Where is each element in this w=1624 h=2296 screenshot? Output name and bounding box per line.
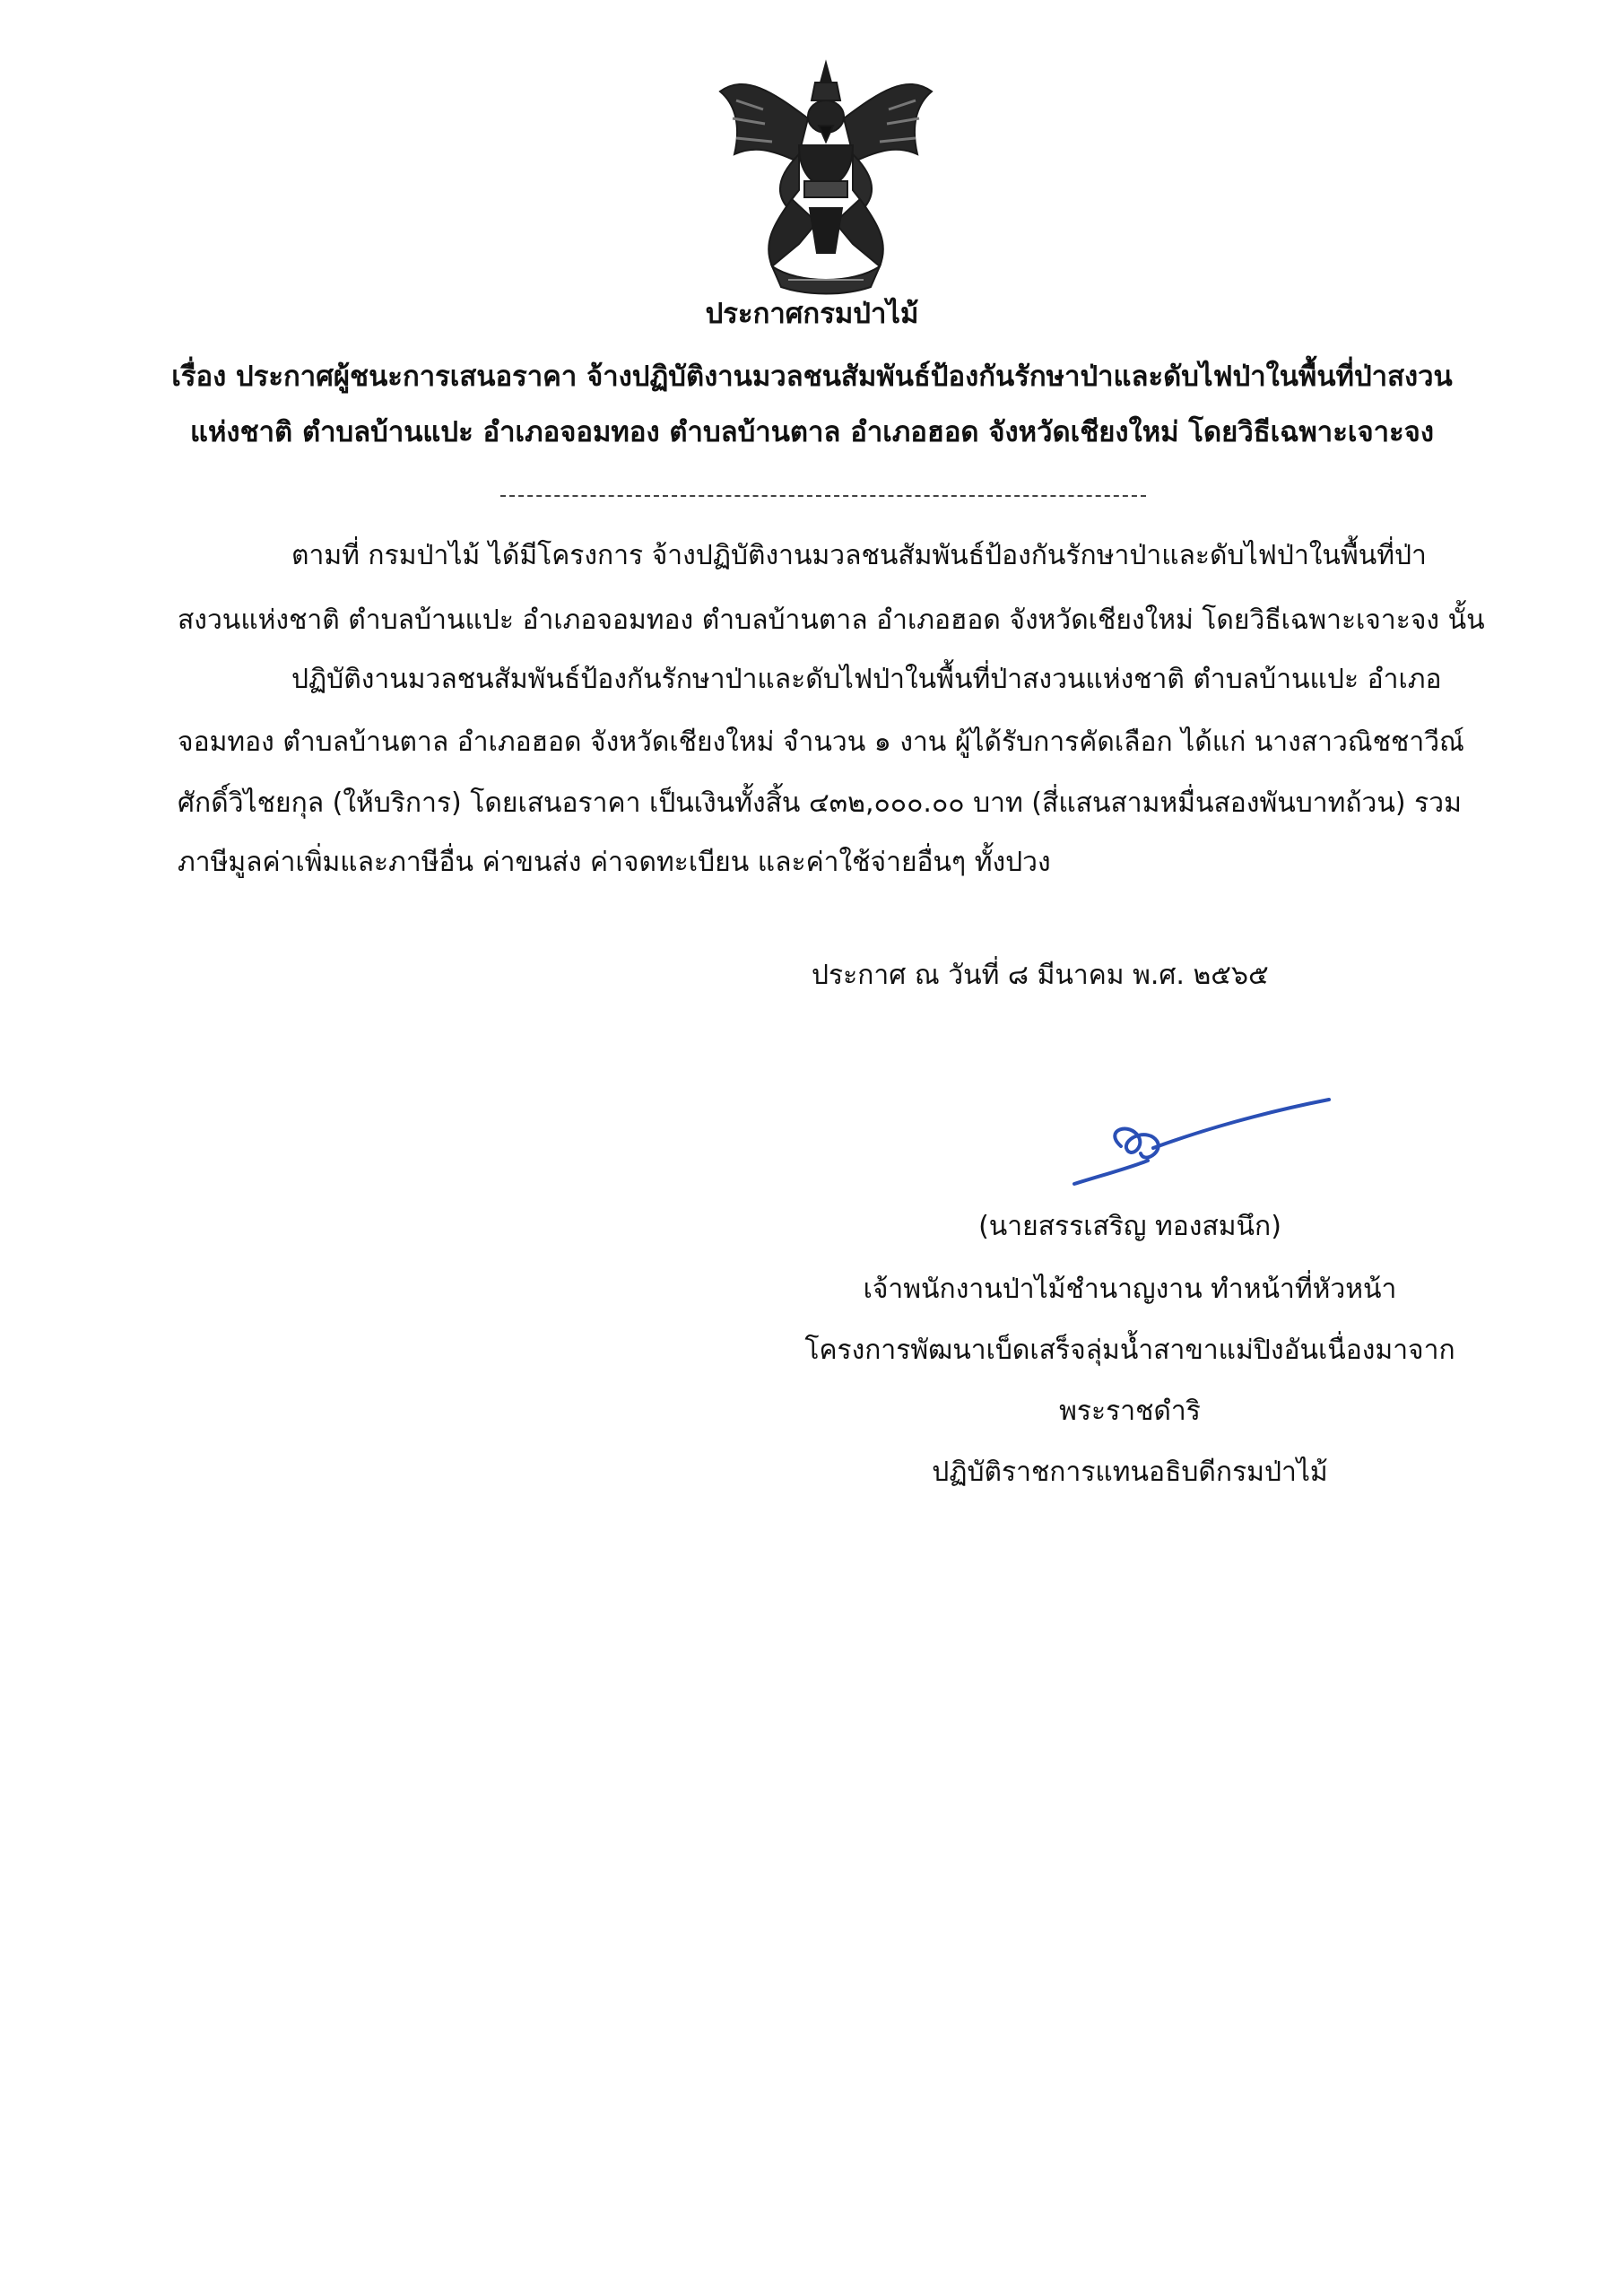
paragraph-2-line-4: ภาษีมูลค่าเพิ่มและภาษีอื่น ค่าขนส่ง ค่าจดทะเบียน และค่าใช้จ่ายอื่นๆ ทั้งปวง: [178, 847, 1051, 878]
signatory-name: (นายสรรเสริญ ทองสมนึก): [978, 1211, 1281, 1242]
handwritten-signature: [1067, 1094, 1336, 1193]
garuda-emblem-icon: [708, 56, 943, 298]
paragraph-1-line-1: ตามที่ กรมป่าไม้ ได้มีโครงการ จ้างปฏิบัติงานมวลชนสัมพันธ์ป้องกันรักษาป่าและดับไฟป่าในพื้นที่ป่า: [291, 540, 1427, 571]
subject-line-1: เรื่อง ประกาศผู้ชนะการเสนอราคา จ้างปฏิบัติงานมวลชนสัมพันธ์ป้องกันรักษาป่าและดับไฟป่าในพื้นที่ป่าสงวน: [171, 361, 1453, 393]
divider-line: [500, 495, 1146, 497]
signatory-position-line-3: พระราชดำริ: [1059, 1396, 1201, 1427]
paragraph-2-line-3: ศักดิ์วิไชยกุล (ให้บริการ) โดยเสนอราคา เป็นเงินทั้งสิ้น ๔๓๒,๐๐๐.๐๐ บาท (สี่แสนสามหมื่นสองพันบาทถ้วน) รวม: [178, 787, 1462, 819]
signatory-position-line-4: ปฏิบัติราชการแทนอธิบดีกรมป่าไม้: [932, 1457, 1328, 1488]
subject-line-2: แห่งชาติ ตำบลบ้านแปะ อำเภอจอมทอง ตำบลบ้านตาล อำเภอฮอด จังหวัดเชียงใหม่ โดยวิธีเฉพาะเจาะจง: [190, 416, 1434, 448]
announcement-date: ประกาศ ณ วันที่ ๘ มีนาคม พ.ศ. ๒๕๖๕: [812, 960, 1269, 991]
paragraph-2-line-2: จอมทอง ตำบลบ้านตาล อำเภอฮอด จังหวัดเชียงใหม่ จำนวน ๑ งาน ผู้ได้รับการคัดเลือก ได้แก่ นางสาวณิชชาวีณ์: [178, 726, 1464, 758]
signatory-position-line-2: โครงการพัฒนาเบ็ดเสร็จลุ่มน้ำสาขาแม่ปิงอันเนื่องมาจาก: [804, 1335, 1455, 1366]
signatory-position-line-1: เจ้าพนักงานป่าไม้ชำนาญงาน ทำหน้าที่หัวหน้า: [863, 1274, 1397, 1305]
paragraph-1-line-2: สงวนแห่งชาติ ตำบลบ้านแปะ อำเภอจอมทอง ตำบลบ้านตาล อำเภอฮอด จังหวัดเชียงใหม่ โดยวิธีเฉพาะเจาะจง นั้น: [178, 604, 1485, 636]
document-title: ประกาศกรมป่าไม้: [705, 298, 919, 330]
paragraph-2-line-1: ปฏิบัติงานมวลชนสัมพันธ์ป้องกันรักษาป่าและดับไฟป่าในพื้นที่ป่าสงวนแห่งชาติ ตำบลบ้านแปะ อำเภอ: [291, 664, 1442, 695]
